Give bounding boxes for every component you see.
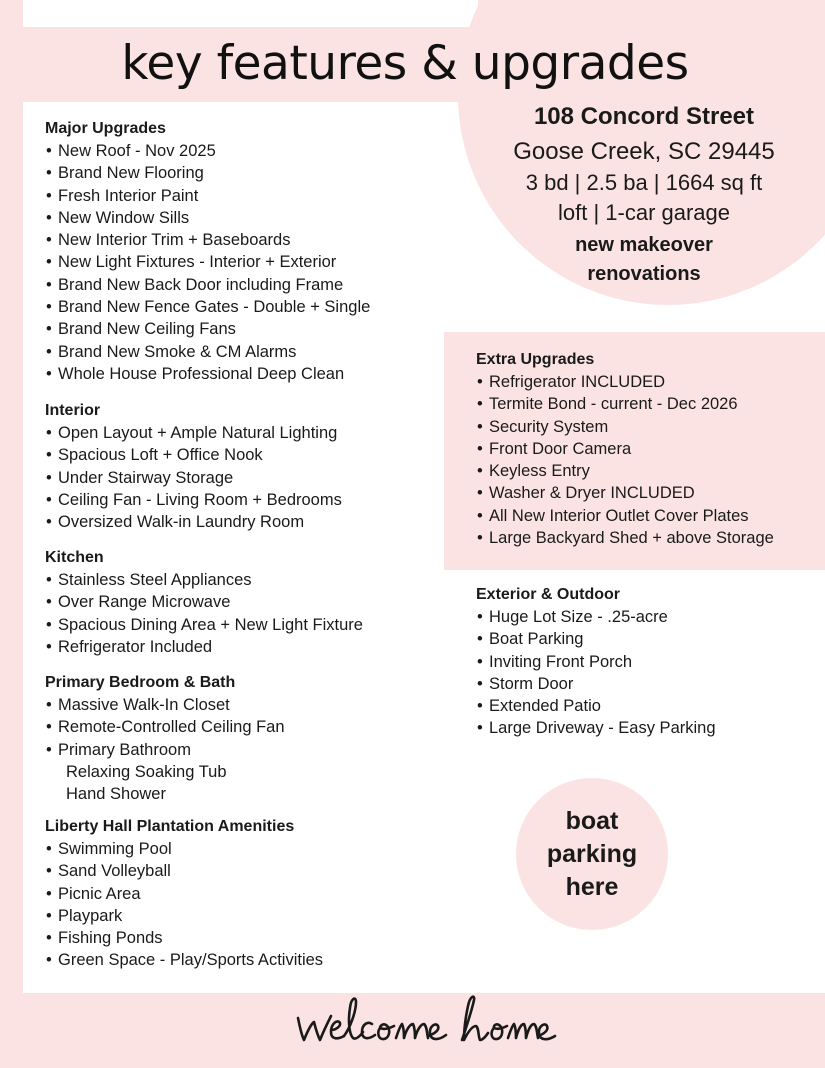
- welcome-home-signature: [0, 990, 825, 1068]
- bullet-icon: •: [477, 529, 483, 548]
- bullet-icon: •: [46, 231, 52, 250]
- badge-line-2: parking: [546, 839, 638, 868]
- list-item: • Spacious Dining Area + New Light Fixture: [45, 614, 363, 636]
- list-item: • Playpark: [45, 905, 323, 927]
- list-item: • Keyless Entry: [476, 460, 774, 482]
- list-item: • Refrigerator Included: [45, 636, 363, 658]
- list-item: • Green Space - Play/Sports Activities: [45, 949, 323, 971]
- bullet-icon: •: [46, 446, 52, 465]
- bullet-icon: •: [477, 484, 483, 503]
- bullet-icon: •: [46, 298, 52, 317]
- list-item: • Swimming Pool: [45, 838, 323, 860]
- bullet-icon: •: [46, 840, 52, 858]
- list-item: • Brand New Smoke & CM Alarms: [45, 341, 370, 363]
- section-heading: Primary Bedroom & Bath: [45, 674, 236, 691]
- bullet-icon: •: [46, 424, 52, 442]
- bullet-icon: •: [46, 208, 52, 227]
- list-item: • Open Layout + Ample Natural Lighting: [45, 422, 342, 444]
- list-item: • Oversized Walk-in Laundry Room: [45, 511, 342, 533]
- list-item: • Fresh Interior Paint: [45, 185, 370, 207]
- bullet-icon: •: [46, 696, 52, 714]
- list-item: • Sand Volleyball: [45, 860, 323, 882]
- primary-bedroom-list: [45, 694, 285, 805]
- section-heading: Extra Upgrades: [476, 351, 595, 368]
- amenities-section: [45, 816, 323, 972]
- bullet-icon: •: [477, 608, 483, 626]
- bullet-icon: •: [46, 951, 52, 970]
- list-item: • Boat Parking: [476, 628, 716, 650]
- street-address: 108 Concord Street: [533, 103, 755, 130]
- list-item: • Massive Walk-In Closet: [45, 694, 285, 716]
- makeover-tagline: [476, 231, 812, 289]
- bullet-icon: •: [477, 652, 483, 671]
- bullet-icon: •: [477, 630, 483, 649]
- bullet-icon: •: [46, 906, 52, 925]
- extra-upgrades-list: [476, 371, 774, 549]
- section-heading: Exterior & Outdoor: [476, 586, 621, 603]
- list-item: • Brand New Fence Gates - Double + Single: [45, 296, 370, 318]
- interior-list: [45, 422, 342, 533]
- interior-section: [45, 400, 342, 533]
- list-item: • Brand New Flooring: [45, 162, 370, 184]
- bullet-icon: •: [477, 719, 483, 738]
- sub-list-item: Relaxing Soaking Tub: [66, 762, 227, 781]
- badge-line-1: boat: [565, 806, 619, 835]
- bullet-icon: •: [477, 697, 483, 716]
- major-upgrades-section: [45, 118, 370, 385]
- beds-baths-sqft: 3 bd | 2.5 ba | 1664 sq ft: [525, 170, 763, 195]
- list-item: • Remote-Controlled Ceiling Fan: [45, 716, 285, 738]
- kitchen-list: [45, 569, 363, 658]
- list-item: • Front Door Camera: [476, 438, 774, 460]
- list-item: • Extended Patio: [476, 695, 716, 717]
- list-item: • Primary Bathroom: [45, 739, 285, 761]
- list-item: • Large Driveway - Easy Parking: [476, 717, 716, 739]
- bullet-icon: •: [477, 373, 483, 391]
- bullet-icon: •: [46, 320, 52, 339]
- list-item: • Washer & Dryer INCLUDED: [476, 482, 774, 504]
- bullet-icon: •: [46, 637, 52, 656]
- section-heading: Liberty Hall Plantation Amenities: [45, 818, 295, 835]
- bullet-icon: •: [46, 593, 52, 612]
- bullet-icon: •: [46, 186, 52, 205]
- exterior-section: [476, 584, 716, 740]
- makeover-line-2: renovations: [587, 263, 701, 285]
- boat-parking-badge: [516, 778, 668, 930]
- bullet-icon: •: [46, 468, 52, 487]
- list-item: • Refrigerator INCLUDED: [476, 371, 774, 393]
- bullet-icon: •: [46, 571, 52, 589]
- bullet-icon: •: [46, 490, 52, 509]
- loft-garage: loft | 1-car garage: [557, 200, 731, 225]
- list-item: • Whole House Professional Deep Clean: [45, 363, 370, 385]
- section-heading: Kitchen: [45, 549, 104, 566]
- bullet-icon: •: [46, 929, 52, 948]
- list-item: • Over Range Microwave: [45, 591, 363, 613]
- list-item: • Stainless Steel Appliances: [45, 569, 363, 591]
- list-item: • Picnic Area: [45, 883, 323, 905]
- list-item: • Security System: [476, 416, 774, 438]
- list-item: • Under Stairway Storage: [45, 467, 342, 489]
- list-item: • New Roof - Nov 2025: [45, 140, 370, 162]
- list-item: • Ceiling Fan - Living Room + Bedrooms: [45, 489, 342, 511]
- list-item: • Huge Lot Size - .25-acre: [476, 606, 716, 628]
- major-upgrades-list: [45, 140, 370, 385]
- list-item: • Large Backyard Shed + above Storage: [476, 527, 774, 549]
- bullet-icon: •: [477, 506, 483, 525]
- list-item: • New Light Fixtures - Interior + Exterior: [45, 251, 370, 273]
- bullet-icon: •: [46, 513, 52, 532]
- bullet-icon: •: [46, 253, 52, 272]
- bullet-icon: •: [46, 884, 52, 903]
- extra-upgrades-section: [476, 349, 774, 549]
- list-item: • Brand New Back Door including Frame: [45, 274, 370, 296]
- bullet-icon: •: [46, 615, 52, 634]
- bullet-icon: •: [46, 275, 52, 294]
- bullet-icon: •: [477, 674, 483, 693]
- makeover-line-1: new makeover: [575, 234, 713, 256]
- bullet-icon: •: [46, 164, 52, 183]
- bullet-icon: •: [477, 439, 483, 458]
- city-state-zip: Goose Creek, SC 29445: [513, 138, 775, 165]
- list-item: • Spacious Loft + Office Nook: [45, 444, 342, 466]
- list-item: • Termite Bond - current - Dec 2026: [476, 393, 774, 415]
- exterior-list: [476, 606, 716, 740]
- bullet-icon: •: [477, 395, 483, 414]
- sub-list-item: Hand Shower: [66, 785, 166, 804]
- list-item: • New Interior Trim + Baseboards: [45, 229, 370, 251]
- bullet-icon: •: [46, 740, 52, 759]
- bullet-icon: •: [477, 462, 483, 481]
- bullet-icon: •: [46, 718, 52, 737]
- list-item: • Fishing Ponds: [45, 927, 323, 949]
- list-item: • Inviting Front Porch: [476, 651, 716, 673]
- list-item: • All New Interior Outlet Cover Plates: [476, 505, 774, 527]
- kitchen-section: [45, 547, 363, 658]
- section-heading: Interior: [45, 402, 101, 419]
- list-item: • New Window Sills: [45, 207, 370, 229]
- amenities-list: [45, 838, 323, 972]
- badge-line-3: here: [565, 872, 619, 901]
- section-heading: Major Upgrades: [45, 120, 166, 137]
- bullet-icon: •: [477, 417, 483, 436]
- page-title: key features & upgrades: [121, 36, 689, 91]
- primary-bedroom-section: [45, 672, 285, 805]
- bullet-icon: •: [46, 364, 52, 383]
- bullet-icon: •: [46, 342, 52, 361]
- bullet-icon: •: [46, 142, 52, 160]
- bullet-icon: •: [46, 862, 52, 881]
- list-item: • Brand New Ceiling Fans: [45, 318, 370, 340]
- list-item: • Storm Door: [476, 673, 716, 695]
- property-address: [476, 102, 812, 289]
